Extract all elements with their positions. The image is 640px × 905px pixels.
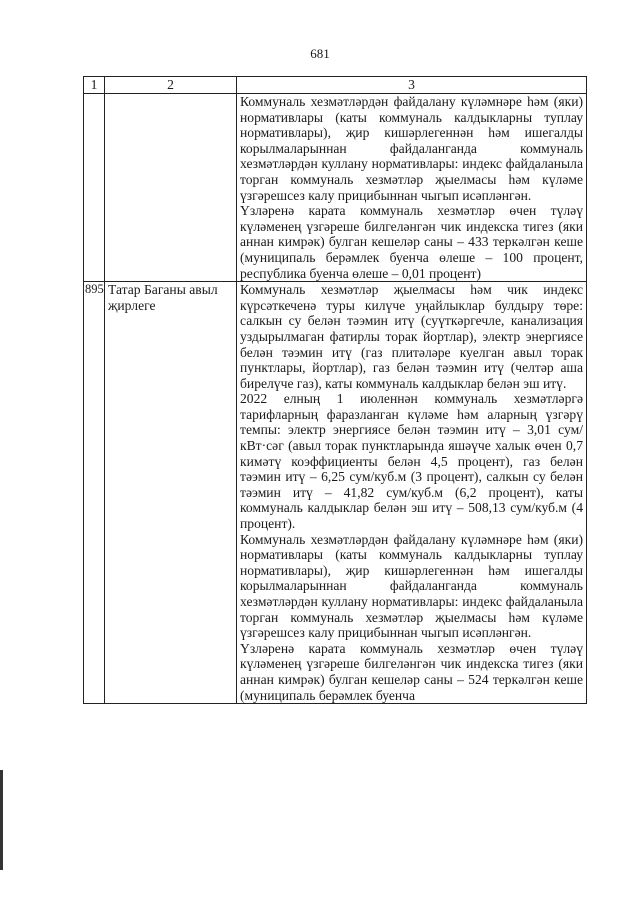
row-number: [84, 94, 105, 282]
row-description: [237, 282, 587, 704]
paragraph: 2022 елның 1 июленнән коммуналь хезмәтләргә тарифларның фаразланган күләме һәм аларның үзгәрү темпы: электр энергиясе белән тәэмин итү – 3,01 сум/кВт·сәг (авыл торак пунктларында яшәүче халык өчен 0,7 кимәтү коэффициенты белән 4,5 процент), газ белән тәэмин итү – 6,25 сум/куб.м (3 процент), салкын су белән тәэмин итү – 41,82 сум/куб.м (6,2 процент), каты коммуналь калдыклар белән эш итү – 508,13 сум/куб.м (4 процент).: [240, 391, 583, 532]
paragraph: Коммуналь хезмәтләрдән файдалану күләмнәре һәм (яки) нормативлары (каты коммуналь калдыкларны туплау нормативлары), җир кишәрлегеннән һәм ишегалды корылмаларыннан файдаланганда коммуналь хезмәтләрдән куллану нормативлары: индекс файдаланыла торган коммуналь хезмәтләр җыелмасы һәм күләме үзгәрешсез калу прицибыннан чыгып исәпләнгән.: [240, 94, 583, 203]
paragraph: Коммуналь хезмәтләрдән файдалану күләмнәре һәм (яки) нормативлары (каты коммуналь калдыкларны туплау нормативлары), җир кишәрлегеннән һәм ишегалды корылмаларыннан файдаланганда коммуналь хезмәтләрдән куллану нормативлары: индекс файдаланыла торган коммуналь хезмәтләр җыелмасы һәм күләме үзгәрешсез калу прицибыннан чыгып исәпләнгән.: [240, 531, 583, 641]
table-header-row: [84, 77, 587, 94]
settlement-name: [105, 94, 237, 282]
column-header-3: 3: [237, 77, 587, 94]
paragraph: Үзләренә карата коммуналь хезмәтләр өчен түләү күләменең үзгәреше билгеләнгән чик индекска тигез (яки аннан кимрәк) булган кешеләр саны – 433 теркәлгән кеше (муниципаль берәмлек буенча өлеше – 100 процент, республика буенча өлеше – 0,01 процент): [240, 203, 583, 281]
table-row: [84, 282, 587, 704]
scan-edge-mark: [0, 770, 3, 870]
page-number: 681: [310, 46, 330, 61]
row-description: [237, 94, 587, 282]
document-table: [83, 76, 587, 704]
row-number: 895: [84, 282, 105, 704]
table-row: [84, 94, 587, 282]
paragraph: Үзләренә карата коммуналь хезмәтләр өчен түләү күләменең үзгәреше билгеләнгән чик индекска тигез (яки аннан кимрәк) булган кешеләр саны – 524 теркәлгән кеше (муниципаль берәмлек буенча: [240, 640, 583, 703]
paragraph: Коммуналь хезмәтләр җыелмасы һәм чик индекс күрсәткеченә туры килүче уңайлыклар булдыру төре: салкын су белән тәэмин итү (суүткәргечле, канализация уздырылмаган фатирлы торак йортлар), электр энергиясе белән тәэмин итү (газ плитәләре куелган авыл торак пунктлары, йортлар), газ белән тәэмин итү (челтәр аша бирелүче газ), каты коммуналь калдыклар белән эш итү.: [240, 282, 583, 391]
column-header-2: 2: [105, 77, 237, 94]
settlement-name: Татар Баганы авыл җирлеге: [105, 282, 237, 704]
column-header-1: 1: [84, 77, 105, 94]
